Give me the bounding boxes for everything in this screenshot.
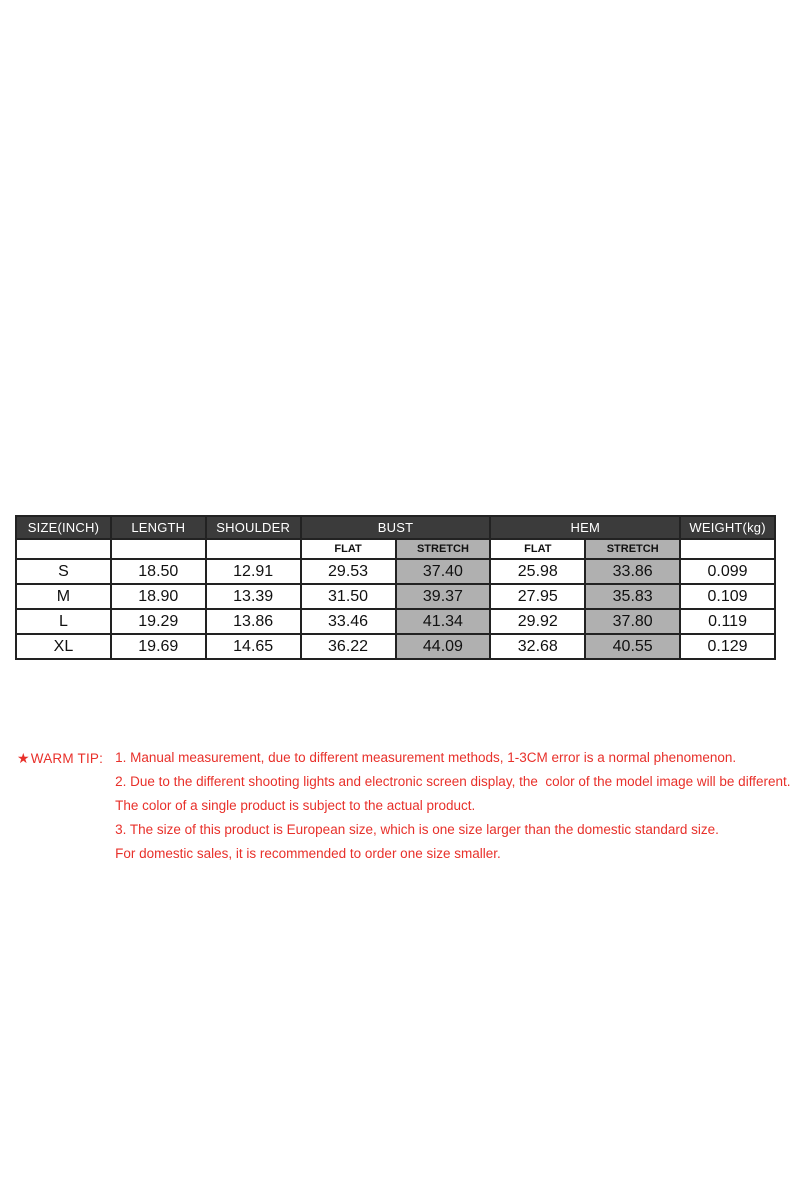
cell-shoulder: 12.91 xyxy=(206,559,301,584)
warm-tip-label-text: WARM TIP: xyxy=(30,751,104,766)
header-cell-size: SIZE(INCH) xyxy=(16,516,111,539)
cell-bust-stretch: 44.09 xyxy=(396,634,491,659)
warm-tip-line-2: 2. Due to the different shooting lights and electronic screen display, the color of the model image will be different. xyxy=(115,774,791,789)
warm-tip-line-4: 3. The size of this product is European size, which is one size larger than the domestic standard size. xyxy=(115,822,719,837)
cell-bust-stretch: 37.40 xyxy=(396,559,491,584)
subheader-cell-hem-flat: FLAT xyxy=(490,539,585,559)
table-row-xl xyxy=(16,634,775,659)
cell-hem-flat: 25.98 xyxy=(490,559,585,584)
cell-shoulder: 13.39 xyxy=(206,584,301,609)
cell-size: M xyxy=(16,584,111,609)
cell-size: S xyxy=(16,559,111,584)
warm-tip-line-1: 1. Manual measurement, due to different measurement methods, 1-3CM error is a normal phenomenon. xyxy=(115,750,737,765)
cell-shoulder: 13.86 xyxy=(206,609,301,634)
cell-hem-flat: 32.68 xyxy=(490,634,585,659)
subheader-cell-empty xyxy=(111,539,206,559)
cell-bust-flat: 36.22 xyxy=(301,634,396,659)
warm-tip-line-5: For domestic sales, it is recommended to order one size smaller. xyxy=(115,846,501,861)
subheader-cell-empty xyxy=(16,539,111,559)
subheader-cell-empty xyxy=(680,539,775,559)
cell-weight: 0.119 xyxy=(680,609,775,634)
header-cell-bust: BUST xyxy=(301,516,491,539)
table-row-s xyxy=(16,559,775,584)
warm-tip-line-3: The color of a single product is subject to the actual product. xyxy=(115,798,476,813)
cell-length: 18.90 xyxy=(111,584,206,609)
header-cell-length: LENGTH xyxy=(111,516,206,539)
cell-length: 18.50 xyxy=(111,559,206,584)
cell-size: XL xyxy=(16,634,111,659)
header-cell-hem: HEM xyxy=(490,516,680,539)
star-icon: ★ xyxy=(17,750,30,766)
table-header-row xyxy=(16,516,775,539)
cell-hem-stretch: 37.80 xyxy=(585,609,680,634)
size-table xyxy=(15,515,776,660)
cell-shoulder: 14.65 xyxy=(206,634,301,659)
cell-hem-stretch: 40.55 xyxy=(585,634,680,659)
cell-hem-flat: 27.95 xyxy=(490,584,585,609)
warm-tip-lines xyxy=(115,746,796,866)
warm-tip-label xyxy=(17,746,103,771)
cell-bust-flat: 31.50 xyxy=(301,584,396,609)
cell-length: 19.29 xyxy=(111,609,206,634)
header-cell-shoulder: SHOULDER xyxy=(206,516,301,539)
cell-weight: 0.099 xyxy=(680,559,775,584)
subheader-cell-empty xyxy=(206,539,301,559)
cell-bust-stretch: 41.34 xyxy=(396,609,491,634)
subheader-cell-bust-flat: FLAT xyxy=(301,539,396,559)
table-row-l xyxy=(16,609,775,634)
table-subheader-row xyxy=(16,539,775,559)
cell-weight: 0.109 xyxy=(680,584,775,609)
cell-hem-stretch: 33.86 xyxy=(585,559,680,584)
cell-hem-flat: 29.92 xyxy=(490,609,585,634)
cell-bust-flat: 33.46 xyxy=(301,609,396,634)
cell-bust-stretch: 39.37 xyxy=(396,584,491,609)
cell-hem-stretch: 35.83 xyxy=(585,584,680,609)
cell-bust-flat: 29.53 xyxy=(301,559,396,584)
cell-length: 19.69 xyxy=(111,634,206,659)
header-cell-weight: WEIGHT(kg) xyxy=(680,516,775,539)
cell-weight: 0.129 xyxy=(680,634,775,659)
cell-size: L xyxy=(16,609,111,634)
subheader-cell-hem-stretch: STRETCH xyxy=(585,539,680,559)
warm-tip-section xyxy=(17,746,796,866)
table-row-m xyxy=(16,584,775,609)
subheader-cell-bust-stretch: STRETCH xyxy=(396,539,491,559)
